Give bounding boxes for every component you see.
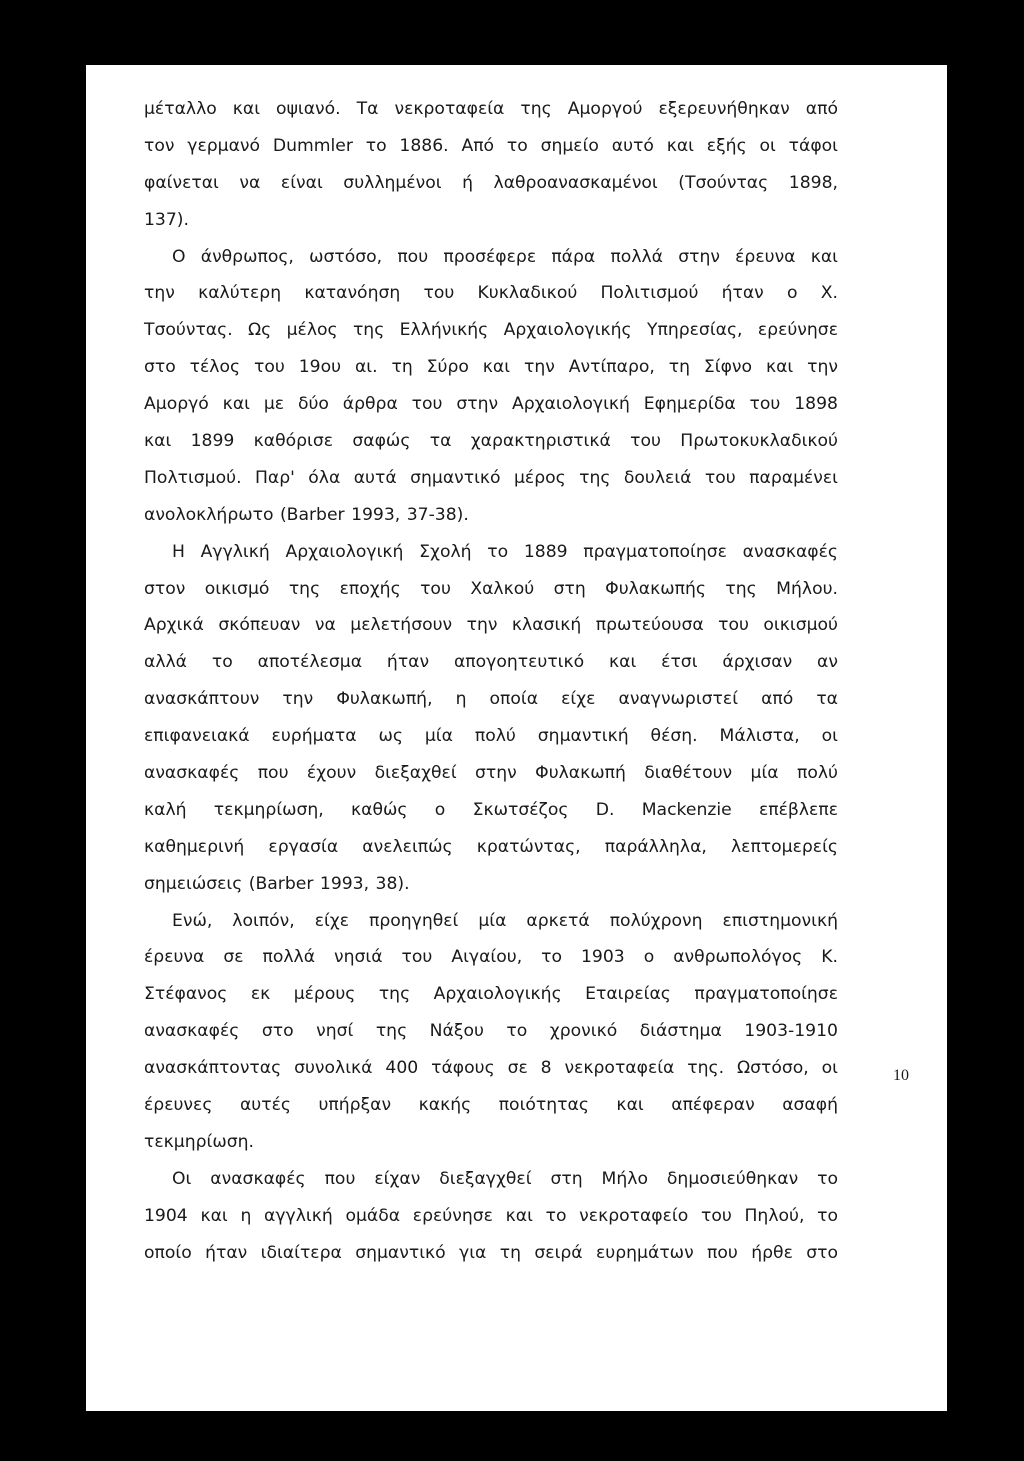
text-line: Ενώ, λοιπόν, είχε προηγηθεί μία αρκετά πολύχρονη επιστημονική: [172, 910, 838, 931]
text-line: ανασκάπτουν την Φυλακωπή, η οποία είχε αναγνωριστεί από τα: [144, 689, 838, 710]
text-line: Στέφανος εκ μέρους της Αρχαιολογικής Εταιρείας πραγματοποίησε: [144, 984, 838, 1005]
text-line: τον γερμανό Dummler το 1886. Από το σημείο αυτό και εξής οι τάφοι: [144, 135, 838, 156]
text-line: ανασκαφές που έχουν διεξαχθεί στην Φυλακωπή διαθέτουν μία πολύ: [144, 763, 838, 784]
text-line: Ο άνθρωπος, ωστόσο, που προσέφερε πάρα πολλά στην έρευνα και: [172, 246, 838, 267]
text-line: καλή τεκμηρίωση, καθώς ο Σκωτσέζος D. Mackenzie επέβλεπε: [144, 799, 838, 820]
text-line: Οι ανασκαφές που είχαν διεξαγχθεί στη Μήλο δημοσιεύθηκαν το: [172, 1168, 838, 1189]
text-line: σημειώσεις (Barber 1993, 38).: [144, 873, 410, 894]
text-line: 1904 και η αγγλική ομάδα ερεύνησε και το νεκροταφείο του Πηλού, το: [144, 1205, 838, 1226]
text-line: στο τέλος του 19ου αι. τη Σύρο και την Αντίπαρο, τη Σίφνο και την: [144, 357, 838, 378]
text-line: και 1899 καθόρισε σαφώς τα χαρακτηριστικά του Πρωτοκυκλαδικού: [144, 431, 838, 452]
text-line: αλλά το αποτέλεσμα ήταν απογοητευτικό και έτσι άρχισαν αν: [144, 652, 838, 673]
text-line: έρευνες αυτές υπήρξαν κακής ποιότητας και απέφεραν ασαφή: [144, 1095, 838, 1116]
text-line: την καλύτερη κατανόηση του Κυκλαδικού Πολιτισμού ήταν ο Χ.: [144, 283, 838, 304]
text-line: επιφανειακά ευρήματα ως μία πολύ σημαντική θέση. Μάλιστα, οι: [144, 726, 838, 747]
document-page: [86, 65, 947, 1411]
text-line: Τσούντας. Ως μέλος της Ελλήνικής Αρχαιολογικής Υπηρεσίας, ερεύνησε: [144, 320, 838, 341]
text-line: Αμοργό και με δύο άρθρα του στην Αρχαιολογική Εφημερίδα του 1898: [144, 394, 838, 415]
text-line: 137).: [144, 209, 189, 230]
text-line: έρευνα σε πολλά νησιά του Αιγαίου, το 1903 ο ανθρωπολόγος Κ.: [144, 947, 838, 968]
text-line: Η Αγγλική Αρχαιολογική Σχολή το 1889 πραγματοποίησε ανασκαφές: [172, 541, 838, 562]
text-line: μέταλλο και οψιανό. Τα νεκροταφεία της Αμοργού εξερευνήθηκαν από: [144, 99, 838, 119]
page-number: 10: [893, 1067, 909, 1084]
text-line: ανασκάπτοντας συνολικά 400 τάφους σε 8 νεκροταφεία της. Ωστόσο, οι: [144, 1058, 838, 1079]
text-line: Πολτισμού. Παρ' όλα αυτά σημαντικό μέρος της δουλειά του παραμένει: [144, 467, 838, 488]
text-line: φαίνεται να είναι συλλημένοι ή λαθροανασκαμένοι (Τσούντας 1898,: [144, 172, 838, 193]
text-line: καθημερινή εργασία ανελειπώς κρατώντας, παράλληλα, λεπτομερείς: [144, 836, 838, 857]
text-line: οποίο ήταν ιδιαίτερα σημαντικό για τη σειρά ευρημάτων που ήρθε στο: [144, 1242, 838, 1263]
text-line: ανολοκλήρωτο (Barber 1993, 37-38).: [144, 504, 469, 525]
text-line: στον οικισμό της εποχής του Χαλκού στη Φυλακωπής της Μήλου.: [144, 578, 838, 599]
text-line: ανασκαφές στο νησί της Νάξου το χρονικό διάστημα 1903-1910: [144, 1021, 838, 1042]
body-text: [144, 91, 838, 1272]
text-line: Αρχικά σκόπευαν να μελετήσουν την κλασική πρωτεύουσα του οικισμού: [144, 615, 838, 636]
text-line: τεκμηρίωση.: [144, 1131, 254, 1152]
